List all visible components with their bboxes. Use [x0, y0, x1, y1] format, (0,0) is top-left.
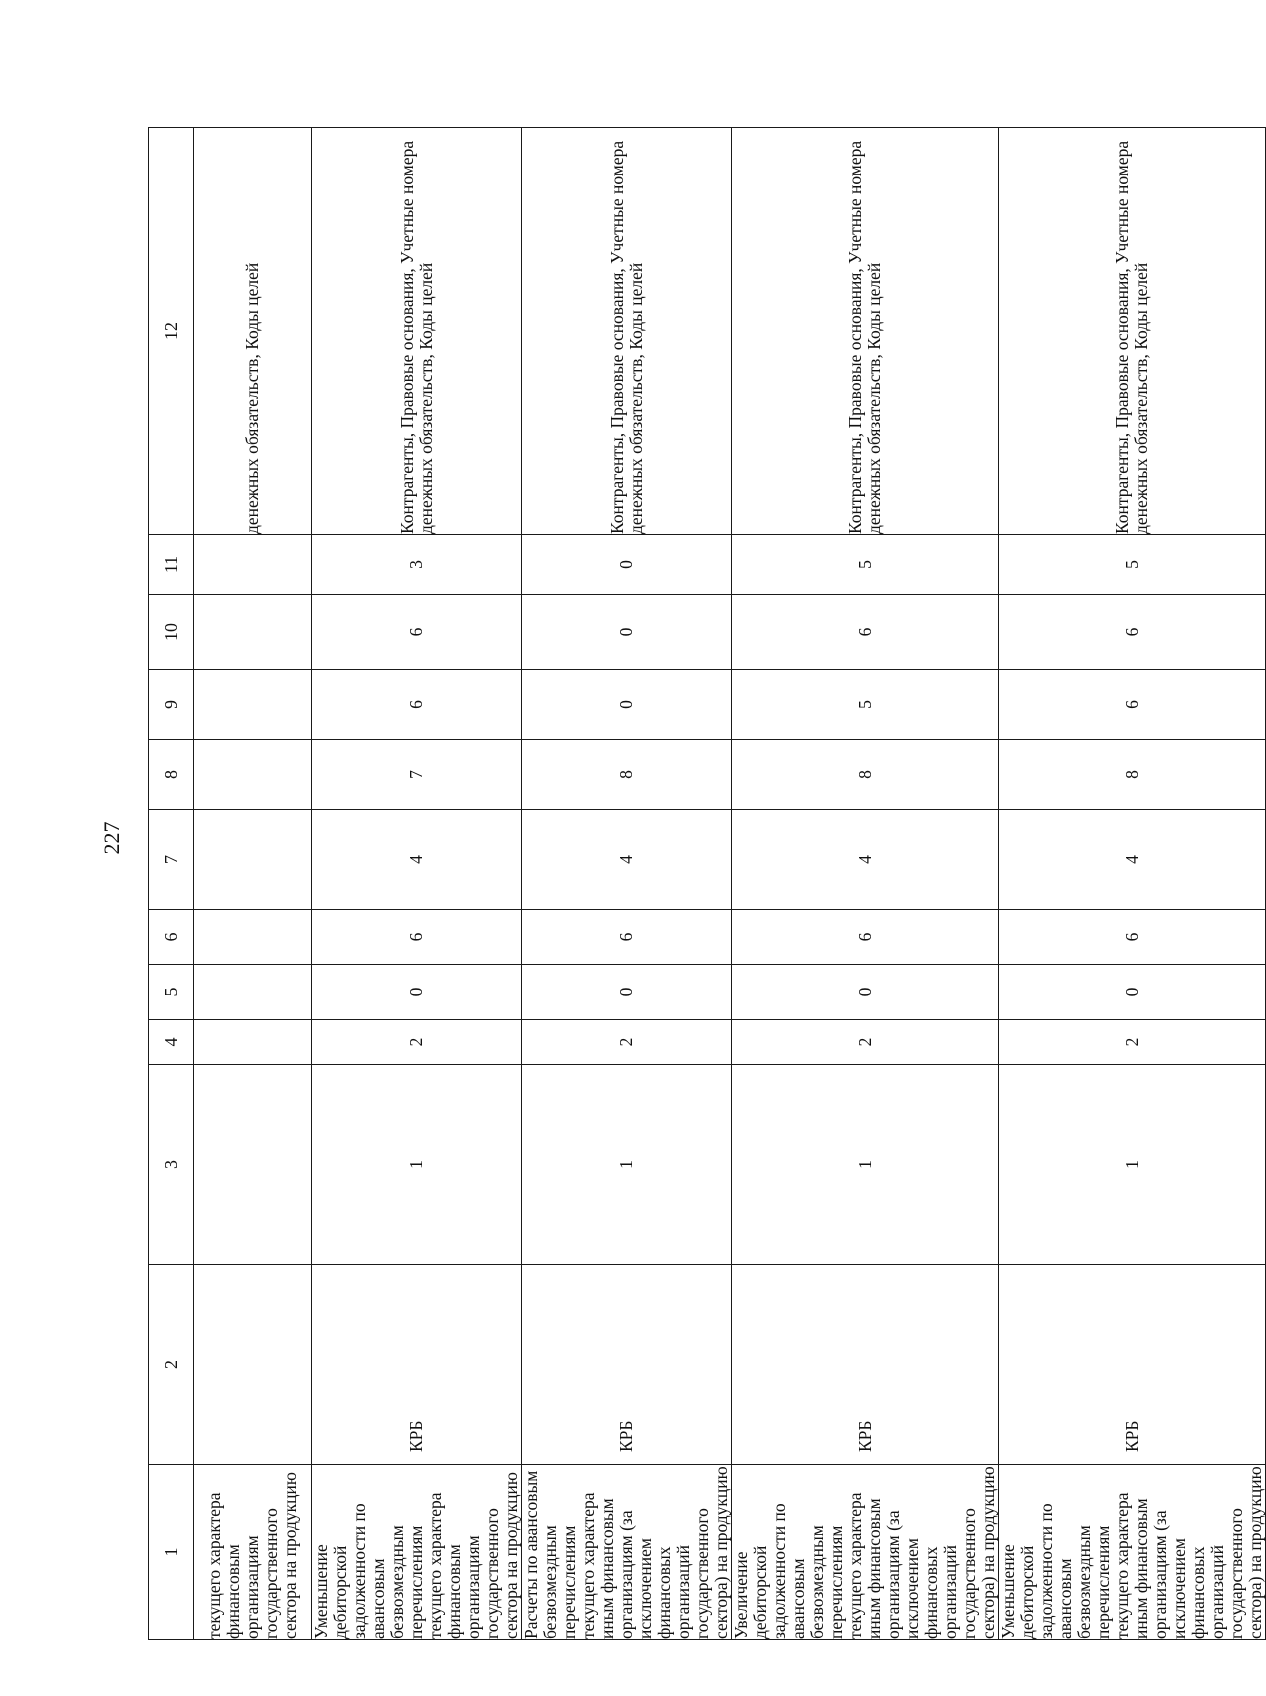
row-c9: 5: [732, 670, 999, 740]
row-c10: 0: [522, 595, 732, 670]
header-col-7: 7: [149, 810, 194, 910]
row-c5: 0: [732, 965, 999, 1020]
header-col-10: 10: [149, 595, 194, 670]
header-col-12: 12: [149, 128, 194, 535]
row-c11: 5: [999, 535, 1266, 595]
row-c7: 4: [999, 810, 1266, 910]
row-description: Уменьшение дебиторской задолженности по авансовым безвозмездным перечислениям текущего характера иным финансовым организациям (за исключением финансовых организаций государственного сектора) на продукцию: [998, 1466, 1265, 1639]
row-analytics: Контрагенты, Правовые основания, Учетные номера денежных обязательств, Коды целей: [312, 128, 522, 535]
row-code-c2: [312, 1265, 522, 1465]
row-c10: 6: [999, 595, 1266, 670]
row-c7: [194, 810, 312, 910]
row-description: текущего характера финансовым организациям государственного сектора на продукцию: [194, 1465, 312, 1640]
row-c11: 5: [732, 535, 999, 595]
row-code-c2: [194, 1265, 312, 1465]
row-c3: 1: [312, 1065, 522, 1265]
row-c10: [194, 595, 312, 670]
rotated-table-frame: [148, 128, 1265, 1640]
header-col-5: 5: [149, 965, 194, 1020]
row-c4: 2: [999, 1020, 1266, 1065]
table-row: [732, 128, 999, 1640]
row-analytics: Контрагенты, Правовые основания, Учетные номера денежных обязательств, Коды целей: [999, 128, 1266, 535]
row-code-c2-text: КРБ: [854, 1420, 875, 1452]
header-col-11: 11: [149, 535, 194, 595]
row-code-c2: [522, 1265, 732, 1465]
rotated-table-inner: [148, 128, 1265, 1640]
header-col-3: 3: [149, 1065, 194, 1265]
row-c5: 0: [522, 965, 732, 1020]
row-c11: 3: [312, 535, 522, 595]
row-c11: [194, 535, 312, 595]
row-c6: 6: [999, 910, 1266, 965]
header-col-9: 9: [149, 670, 194, 740]
header-col-1: 1: [149, 1465, 194, 1640]
table-row: [194, 128, 312, 1640]
header-col-6: 6: [149, 910, 194, 965]
row-c8: 8: [732, 740, 999, 810]
row-c8: 8: [522, 740, 732, 810]
header-col-4: 4: [149, 1020, 194, 1065]
row-c3: 1: [999, 1065, 1266, 1265]
row-description: Уменьшение дебиторской задолженности по авансовым безвозмездным перечислениям текущего характера финансовым организациям государственного сектора на продукцию: [312, 1465, 522, 1640]
table-row: [312, 128, 522, 1640]
accounts-table: [148, 127, 1266, 1640]
row-c9: 6: [312, 670, 522, 740]
row-c5: [194, 965, 312, 1020]
row-c5: 0: [312, 965, 522, 1020]
row-c5: 0: [999, 965, 1266, 1020]
row-c6: [194, 910, 312, 965]
row-c8: 7: [312, 740, 522, 810]
row-c6: 6: [312, 910, 522, 965]
row-analytics: Контрагенты, Правовые основания, Учетные номера денежных обязательств, Коды целей: [522, 128, 732, 535]
row-c3: 1: [732, 1065, 999, 1265]
table-row: [522, 128, 732, 1640]
row-code-c2: [999, 1265, 1266, 1465]
row-c9: [194, 670, 312, 740]
row-analytics: денежных обязательств, Коды целей: [194, 128, 312, 535]
row-code-c2-text: КРБ: [1121, 1420, 1142, 1452]
table-row: [999, 128, 1266, 1640]
header-col-8: 8: [149, 740, 194, 810]
row-c9: 6: [999, 670, 1266, 740]
row-c7: 4: [732, 810, 999, 910]
page-number: 227: [99, 821, 124, 855]
row-c3: 1: [522, 1065, 732, 1265]
row-c4: 2: [312, 1020, 522, 1065]
row-c6: 6: [522, 910, 732, 965]
row-c4: [194, 1020, 312, 1065]
row-c10: 6: [732, 595, 999, 670]
row-c3: [194, 1065, 312, 1265]
row-c4: 2: [522, 1020, 732, 1065]
row-c7: 4: [312, 810, 522, 910]
row-c11: 0: [522, 535, 732, 595]
row-c8: [194, 740, 312, 810]
row-c10: 6: [312, 595, 522, 670]
row-c7: 4: [522, 810, 732, 910]
row-description: Расчеты по авансовым безвозмездным перечислениям текущего характера иным финансовым организациям (за исключением финансовых организаций государственного сектора) на продукцию: [521, 1466, 731, 1639]
header-col-2: 2: [149, 1265, 194, 1465]
row-analytics: Контрагенты, Правовые основания, Учетные номера денежных обязательств, Коды целей: [732, 128, 999, 535]
row-c4: 2: [732, 1020, 999, 1065]
row-code-c2-text: КРБ: [616, 1420, 636, 1452]
row-c9: 0: [522, 670, 732, 740]
row-description: Увеличение дебиторской задолженности по авансовым безвозмездным перечислениям текущего характера иным финансовым организациям (за исключением финансовых организаций государственного сектора) на продукцию: [731, 1466, 998, 1639]
row-c6: 6: [732, 910, 999, 965]
row-code-c2-text: КРБ: [406, 1420, 426, 1452]
row-c8: 8: [999, 740, 1266, 810]
row-code-c2: [732, 1265, 999, 1465]
header-row: [149, 128, 194, 1640]
